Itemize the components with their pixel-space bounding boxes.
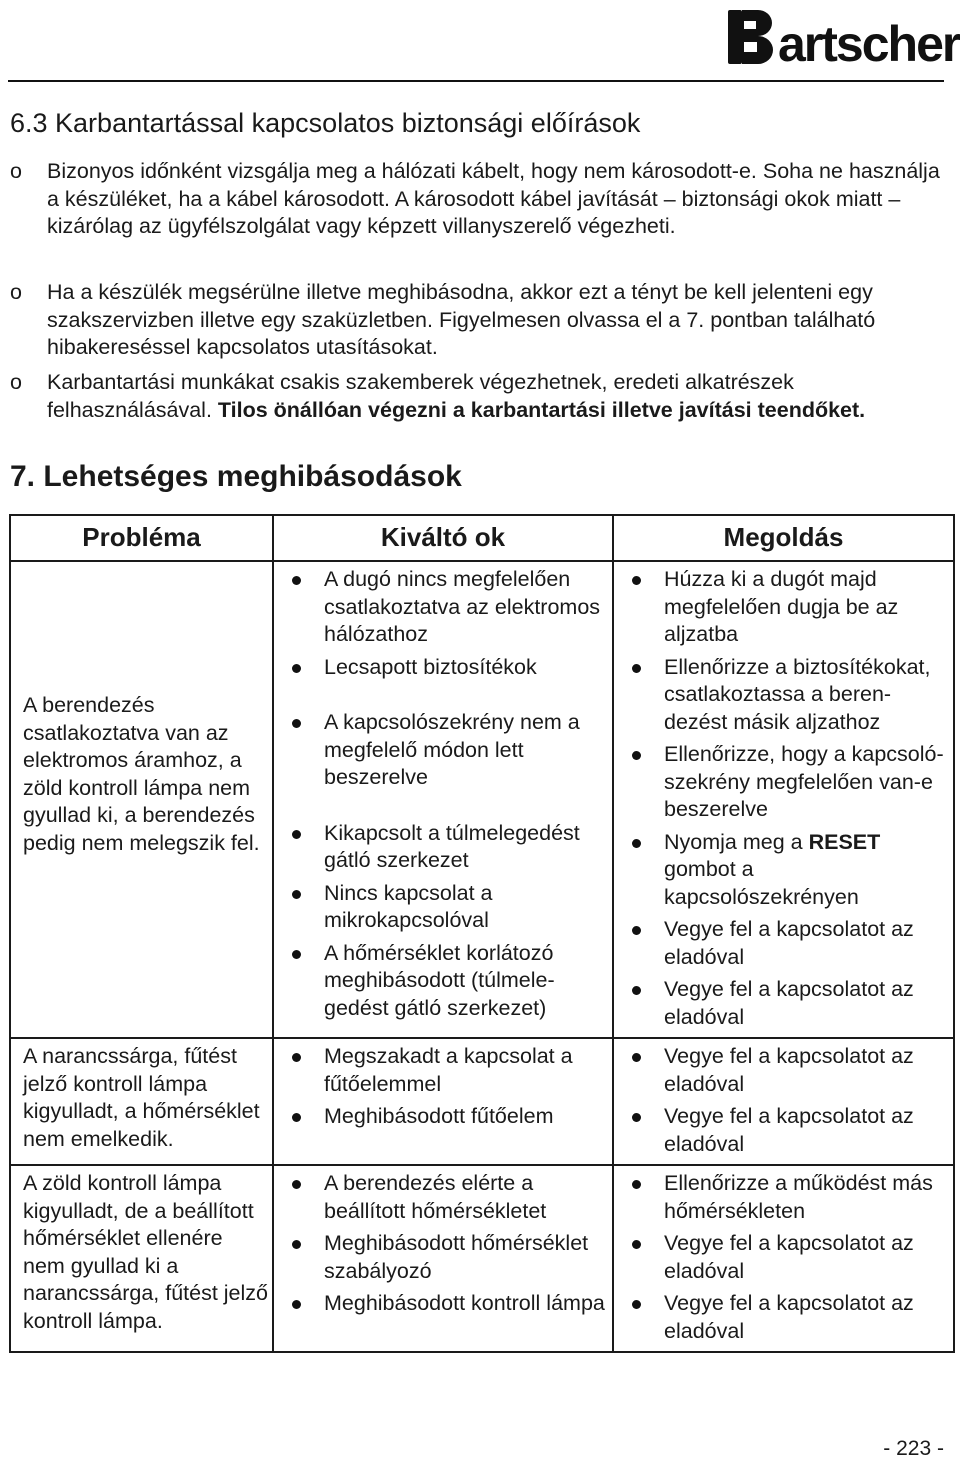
bullet-marker: o <box>10 159 22 183</box>
section-6-3-title: 6.3 Karbantartással kapcsolatos biztonsági előírások <box>10 108 641 138</box>
bartscher-logo <box>726 6 960 72</box>
bullet-dot <box>292 1180 301 1189</box>
bullet-dot <box>292 890 301 899</box>
header-solution: Megoldás <box>613 515 954 561</box>
table-row <box>10 561 954 1038</box>
bullet-dot <box>292 664 301 673</box>
list-item: Lecsapott biztosítékok <box>286 654 608 682</box>
bullet-text: Ha a készülék megsérülne illetve meghibásodna, akkor ezt a tényt be kell jelenteni egy szakszervizben illetve egy szaküzletben. Figyelmesen olvassa el a 7. pontban található hibakereséssel kapcsolatos utasításokat. <box>47 280 876 359</box>
list-item: Vegye fel a kapcsolatot az eladóval <box>626 1103 949 1158</box>
bullet-dot <box>292 1113 301 1122</box>
bullet-text <box>47 369 950 424</box>
bullet-marker: o <box>10 370 22 394</box>
bullet-dot <box>632 1240 641 1249</box>
bullet-dot <box>292 1053 301 1062</box>
safety-bullet <box>10 369 950 424</box>
safety-bullet <box>10 158 950 241</box>
cause-cell <box>273 1038 613 1165</box>
bullet-dot <box>632 664 641 673</box>
bullet-marker: o <box>10 280 22 304</box>
bullet-dot <box>632 1300 641 1309</box>
reset-label: RESET <box>808 829 881 854</box>
bullet-dot <box>292 576 301 585</box>
list-item: Nyomja meg a RESET gombot a kapcsolószekrényen <box>626 829 949 912</box>
troubleshooting-table <box>9 514 955 1353</box>
solution-cell <box>613 1038 954 1165</box>
bullet-dot <box>632 1180 641 1189</box>
list-item: Vegye fel a kapcsolatot az eladóval <box>626 976 949 1031</box>
list-item: A dugó nincs megfelelően csatlakoztatva az elektromos hálózathoz <box>286 566 608 649</box>
bullet-dot <box>632 751 641 760</box>
table-row <box>10 1165 954 1352</box>
header-problem: Probléma <box>10 515 273 561</box>
bullet-dot <box>632 926 641 935</box>
bullet-dot <box>632 1053 641 1062</box>
bullet-text: Bizonyos időnként vizsgálja meg a hálózati kábelt, hogy nem károsodott-e. Soha ne használja a készüléket, ha a kábel károsodott. A károsodott kábel javítását – biztonsági okok miatt – kizárólag az ügyfélszolgálat vagy képzett villanyszerelő végezheti. <box>47 159 940 238</box>
solution-cell <box>613 561 954 1038</box>
bullet-dot <box>292 1300 301 1309</box>
solution-cell <box>613 1165 954 1352</box>
safety-bullet <box>10 279 950 362</box>
list-item: Vegye fel a kapcsolatot az eladóval <box>626 916 949 971</box>
bullet-dot <box>632 839 641 848</box>
list-item: A kapcsolószekrény nem a megfelelő módon lett beszerelve <box>286 709 608 792</box>
bullet-text-bold: Tilos önállóan végezni a karbantartási illetve javítási teendőket. <box>211 397 866 422</box>
header-rule <box>8 80 944 82</box>
bullet-dot <box>292 1240 301 1249</box>
list-item: Meghibásodott hőmérséklet szabályozó <box>286 1230 608 1285</box>
list-item: Vegye fel a kapcsolatot az eladóval <box>626 1043 949 1098</box>
list-item: Meghibásodott kontroll lámpa <box>286 1290 608 1318</box>
svg-text:artscher: artscher <box>778 16 960 72</box>
problem-cell: A berendezés csatlakoztatva van az elektromos áramhoz, a zöld kontroll lámpa nem gyullad ki, a berendezés pedig nem melegszik fel. <box>10 561 273 1038</box>
bullet-dot <box>292 950 301 959</box>
bullet-dot <box>632 1113 641 1122</box>
list-item: Vegye fel a kapcsolatot az eladóval <box>626 1290 949 1345</box>
bullet-text-normal: Karbantartási munkákat csakis szakemberek végezhetnek, eredeti alkatrészek felhasználásával. <box>47 370 794 422</box>
list-item: Megszakadt a kapcsolat a fűtőelemmel <box>286 1043 608 1098</box>
list-item: A berendezés elérte a beállított hőmérsékletet <box>286 1170 608 1225</box>
bullet-dot <box>292 719 301 728</box>
list-item: Vegye fel a kapcsolatot az eladóval <box>626 1230 949 1285</box>
bullet-dot <box>632 576 641 585</box>
bullet-dot <box>292 830 301 839</box>
list-item: Ellenőrizze a működést más hőmérsékleten <box>626 1170 949 1225</box>
list-item: Meghibásodott fűtőelem <box>286 1103 608 1131</box>
problem-cell: A zöld kontroll lámpa kigyulladt, de a beállított hőmérséklet ellenére nem gyullad ki a narancssárga, fűtést jelző kontroll lámpa. <box>10 1165 273 1352</box>
list-item: Ellenőrizze a biztosítékokat, csatlakoztassa a beren-dezést másik aljzathoz <box>626 654 949 737</box>
section-7-title: 7. Lehetséges meghibásodások <box>10 460 462 493</box>
table-row <box>10 1038 954 1165</box>
problem-cell: A narancssárga, fűtést jelző kontroll lámpa kigyulladt, a hőmérséklet nem emelkedik. <box>10 1038 273 1165</box>
table-header-row <box>10 515 954 561</box>
list-item: Kikapcsolt a túlmelegedést gátló szerkezet <box>286 820 608 875</box>
page-number: - 223 - <box>883 1437 944 1460</box>
cause-cell <box>273 1165 613 1352</box>
list-item: Ellenőrizze, hogy a kapcsoló-szekrény megfelelően van-e beszerelve <box>626 741 949 824</box>
cause-cell <box>273 561 613 1038</box>
list-item: A hőmérséklet korlátozó meghibásodott (túlmele-gedést gátló szerkezet) <box>286 940 608 1023</box>
bullet-dot <box>632 986 641 995</box>
list-item: Nincs kapcsolat a mikrokapcsolóval <box>286 880 608 935</box>
header-cause: Kiváltó ok <box>273 515 613 561</box>
list-item: Húzza ki a dugót majd megfelelően dugja be az aljzatba <box>626 566 949 649</box>
